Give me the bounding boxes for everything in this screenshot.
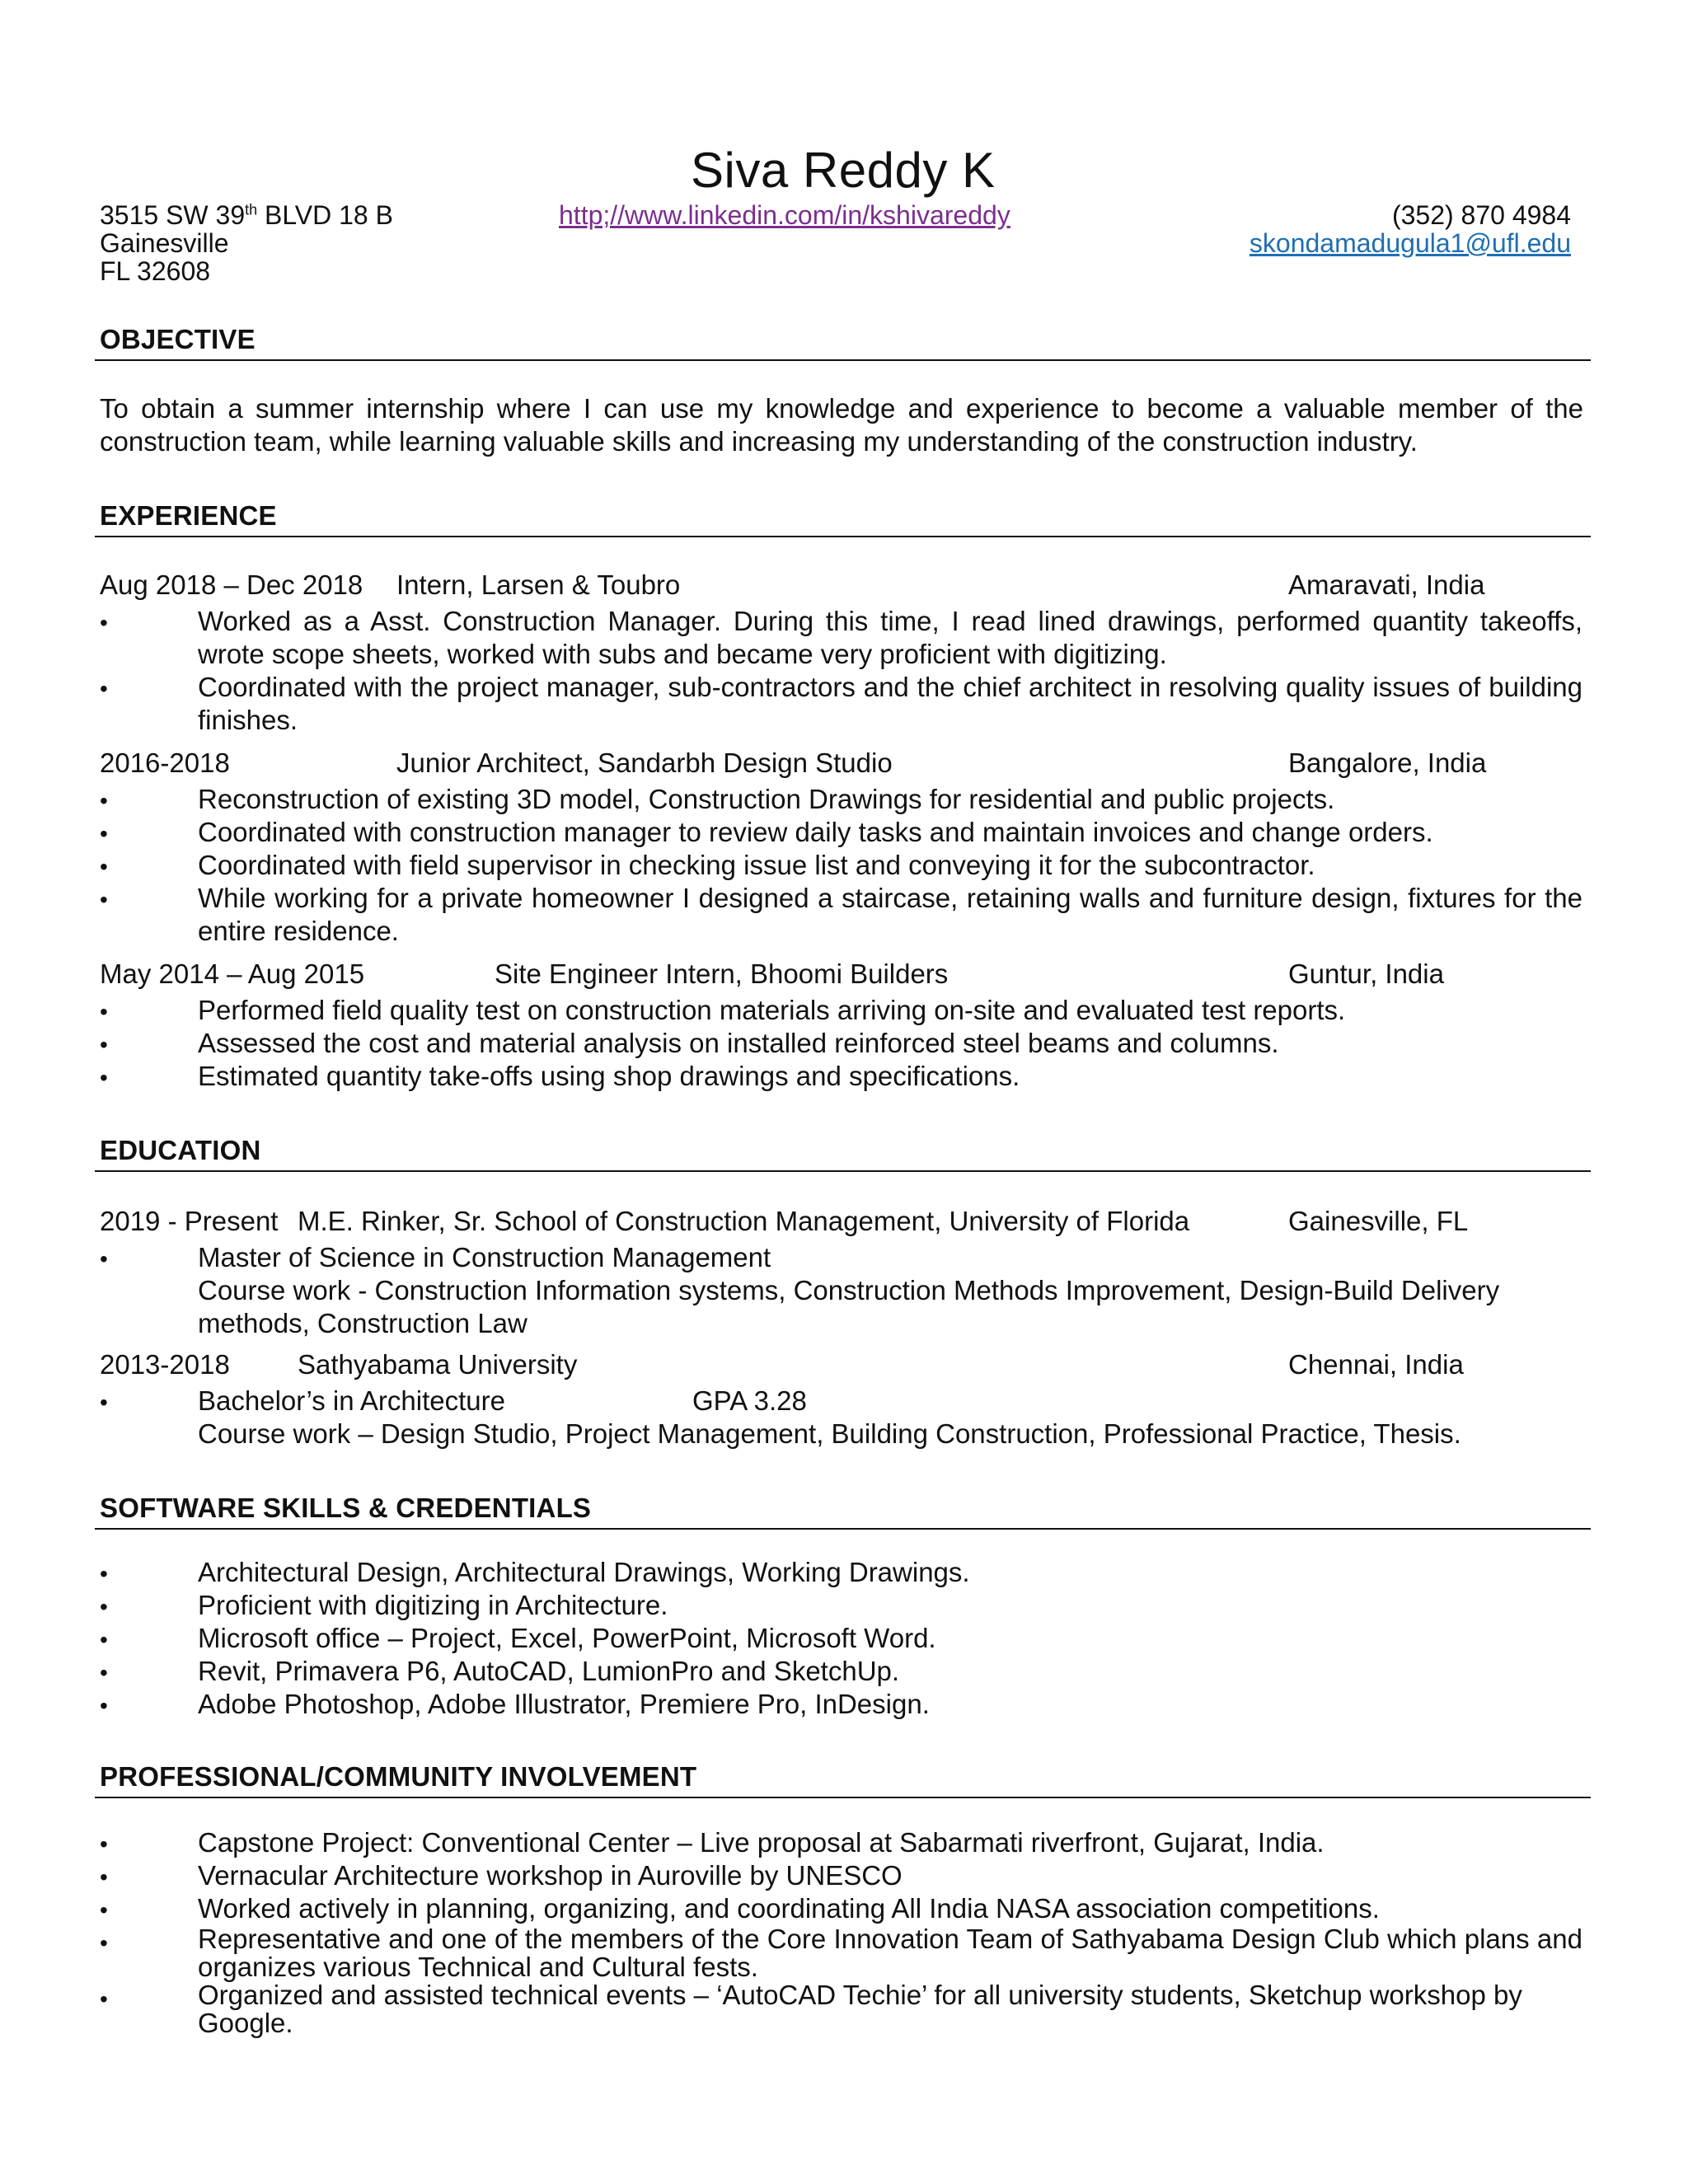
linkedin-link[interactable]: http;//www.linkedin.com/in/kshivareddy <box>559 200 1010 230</box>
job-1-bullet-1: Worked as a Asst. Construction Manager. During this time, I read lined drawings, performed quantity takeoffs, wrote scope sheets, worked with subs and became very proficient with digitizing. <box>198 606 1582 669</box>
objective-rule <box>95 359 1591 361</box>
job-3-dates: May 2014 – Aug 2015 <box>100 958 365 989</box>
bullet: • <box>100 1032 108 1057</box>
bullet: • <box>100 1627 108 1652</box>
bullet: • <box>100 1594 108 1619</box>
job-1-dates: Aug 2018 – Dec 2018 <box>100 569 363 600</box>
bullet: • <box>100 854 108 879</box>
job-1-location: Amaravati, India <box>1288 569 1485 600</box>
bullet: • <box>100 1561 108 1586</box>
skill-item-1: Architectural Design, Architectural Drawings, Working Drawings. <box>198 1557 970 1587</box>
phone-number: (352) 870 4984 <box>1391 200 1571 230</box>
involvement-rule <box>95 1797 1591 1798</box>
involvement-item-2: Vernacular Architecture workshop in Auroville by UNESCO <box>198 1860 903 1891</box>
school-2-name: Sathyabama University <box>298 1349 578 1380</box>
job-3-bullet-1: Performed field quality test on construction materials arriving on-site and evaluated test reports. <box>198 995 1346 1025</box>
job-1-bullet-2: Coordinated with the project manager, sub-contractors and the chief architect in resolving quality issues of building finishes. <box>198 672 1582 735</box>
bullet: • <box>100 1065 108 1090</box>
bullet: • <box>100 1930 108 1956</box>
bullet: • <box>100 1986 108 2012</box>
experience-rule <box>95 536 1591 537</box>
bullet: • <box>100 1390 108 1415</box>
involvement-item-1: Capstone Project: Conventional Center – Live proposal at Sabarmati riverfront, Gujarat, India. <box>198 1827 1325 1858</box>
school-2-degree: Bachelor’s in Architecture <box>198 1385 505 1416</box>
bullet: • <box>100 1246 108 1272</box>
school-1-coursework: Course work - Construction Information systems, Construction Methods Improvement, Design-Build Delivery methods, Construction Law <box>198 1275 1500 1338</box>
bullet: • <box>100 788 108 813</box>
job-3-bullet-2: Assessed the cost and material analysis on installed reinforced steel beams and columns. <box>198 1028 1279 1058</box>
job-2-bullet-4: While working for a private homeowner I designed a staircase, retaining walls and furniture design, fixtures for the entire residence. <box>198 883 1582 946</box>
skill-item-5: Adobe Photoshop, Adobe Illustrator, Premiere Pro, InDesign. <box>198 1689 930 1719</box>
bullet: • <box>100 676 108 701</box>
objective-line-1: To obtain a summer internship where I can use my knowledge and experience to become a valuable member of the <box>100 393 1583 424</box>
school-2-dates: 2013-2018 <box>100 1349 230 1380</box>
job-3-title: Site Engineer Intern, Bhoomi Builders <box>495 958 949 989</box>
school-1-location: Gainesville, FL <box>1288 1206 1469 1236</box>
bullet: • <box>100 1864 108 1890</box>
bullet: • <box>100 1897 108 1923</box>
school-2-gpa: GPA 3.28 <box>692 1385 807 1416</box>
bullet: • <box>100 1831 108 1857</box>
bullet: • <box>100 610 108 635</box>
education-rule <box>95 1170 1591 1172</box>
involvement-heading: PROFESSIONAL/COMMUNITY INVOLVEMENT <box>100 1761 697 1792</box>
experience-heading: EXPERIENCE <box>100 500 277 531</box>
job-2-bullet-1: Reconstruction of existing 3D model, Construction Drawings for residential and public projects. <box>198 784 1335 814</box>
address-line-1: 3515 SW 39th BLVD 18 B <box>100 200 393 230</box>
bullet: • <box>100 821 108 846</box>
bullet: • <box>100 999 108 1024</box>
school-1-name: M.E. Rinker, Sr. School of Construction Management, University of Florida <box>298 1206 1190 1236</box>
involvement-item-4: Representative and one of the members of the Core Innovation Team of Sathyabama Design Club which plans and organizes various Technical and Cultural fests. <box>198 1924 1582 1982</box>
job-2-title: Junior Architect, Sandarbh Design Studio <box>396 748 893 778</box>
education-heading: EDUCATION <box>100 1135 261 1165</box>
involvement-item-3: Worked actively in planning, organizing, and coordinating All India NASA association competitions. <box>198 1893 1380 1924</box>
address-line-2: Gainesville <box>100 228 229 258</box>
school-1-degree: Master of Science in Construction Management <box>198 1242 771 1272</box>
bullet: • <box>100 887 108 912</box>
job-2-bullet-3: Coordinated with field supervisor in checking issue list and conveying it for the subcontractor. <box>198 850 1315 880</box>
skill-item-4: Revit, Primavera P6, AutoCAD, LumionPro and SketchUp. <box>198 1656 900 1686</box>
school-2-coursework: Course work – Design Studio, Project Management, Building Construction, Professional Practice, Thesis. <box>198 1418 1461 1449</box>
job-1-title: Intern, Larsen & Toubro <box>396 569 681 600</box>
bullet: • <box>100 1660 108 1685</box>
skill-item-3: Microsoft office – Project, Excel, PowerPoint, Microsoft Word. <box>198 1623 936 1653</box>
address-line-3: FL 32608 <box>100 256 211 286</box>
involvement-item-5: Organized and assisted technical events – ‘AutoCAD Techie’ for all university students, Sketchup workshop by Google. <box>198 1980 1522 2038</box>
job-2-bullet-2: Coordinated with construction manager to review daily tasks and maintain invoices and change orders. <box>198 817 1433 847</box>
skill-item-2: Proficient with digitizing in Architecture. <box>198 1590 668 1620</box>
job-2-dates: 2016-2018 <box>100 748 230 778</box>
bullet: • <box>100 1693 108 1718</box>
school-1-dates: 2019 - Present <box>100 1206 279 1236</box>
objective-heading: OBJECTIVE <box>100 324 256 354</box>
job-2-location: Bangalore, India <box>1288 748 1487 778</box>
candidate-name: Siva Reddy K <box>691 143 996 198</box>
job-3-location: Guntur, India <box>1288 958 1444 989</box>
objective-line-2: construction team, while learning valuable skills and increasing my understanding of the construction industry. <box>100 426 1418 457</box>
job-3-bullet-3: Estimated quantity take-offs using shop drawings and specifications. <box>198 1061 1020 1091</box>
skills-heading: SOFTWARE SKILLS & CREDENTIALS <box>100 1493 592 1523</box>
skills-rule <box>95 1528 1591 1530</box>
school-2-location: Chennai, India <box>1288 1349 1464 1380</box>
email-link[interactable]: skondamadugula1@ufl.edu <box>1249 228 1571 258</box>
